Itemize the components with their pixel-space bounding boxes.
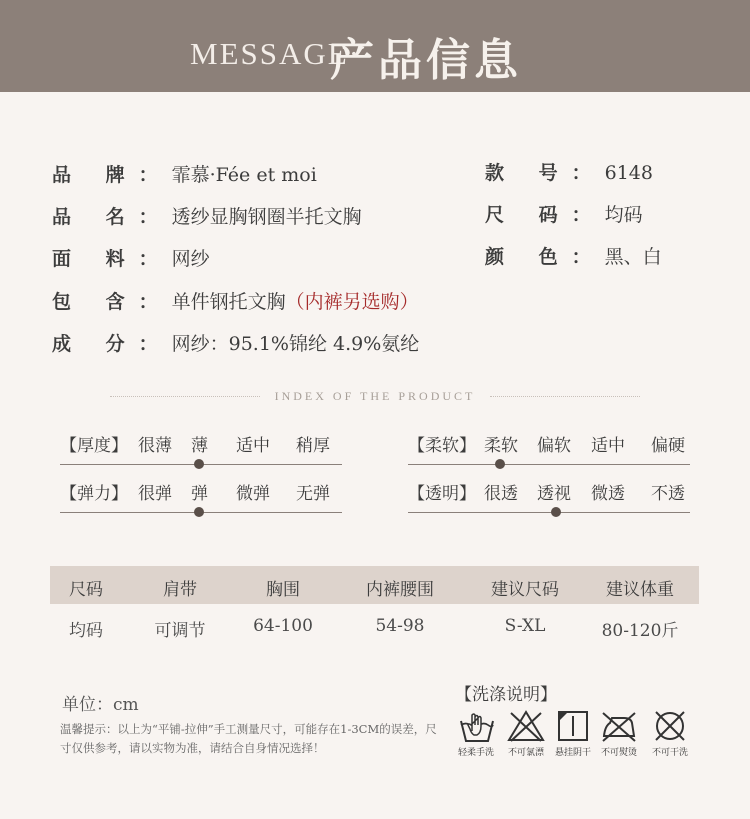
no-dry-clean-icon xyxy=(651,709,689,743)
info-note: （内裤另选购） xyxy=(285,291,419,313)
scale-option: 偏软 xyxy=(537,436,571,456)
info-label: 包 含： xyxy=(52,291,172,313)
info-label: 颜 色： xyxy=(485,246,605,268)
table-cell: 均码 xyxy=(69,621,103,641)
scale-option: 适中 xyxy=(591,436,625,456)
wash-label: 轻柔手洗 xyxy=(457,748,494,758)
info-value: 霏慕·Fée et moi xyxy=(171,164,317,186)
info-composition xyxy=(52,329,419,356)
scale-marker xyxy=(551,507,561,517)
info-brand xyxy=(52,160,317,187)
info-style-no xyxy=(485,158,653,185)
scale-option: 微透 xyxy=(591,484,625,504)
scale-option: 透视 xyxy=(537,484,571,504)
no-iron-icon xyxy=(600,709,638,743)
scale-option: 很透 xyxy=(484,484,518,504)
scale-marker xyxy=(495,459,505,469)
table-cell: 54-98 xyxy=(375,616,425,636)
info-value: 网纱 xyxy=(171,248,210,270)
info-size xyxy=(485,200,643,227)
scale-name: 【柔软】 xyxy=(408,436,476,456)
info-value: 透纱显胸钢圈半托文胸 xyxy=(171,206,362,228)
wash-label: 不可熨烫 xyxy=(600,748,637,758)
unit-label: 单位：cm xyxy=(62,695,139,715)
scale-option: 微弹 xyxy=(236,484,270,504)
table-cell: 80-120斤 xyxy=(601,621,679,641)
scale-option: 很薄 xyxy=(138,436,172,456)
info-label: 成 分： xyxy=(52,333,172,355)
info-includes xyxy=(52,287,419,314)
info-label: 面 料： xyxy=(52,248,172,270)
scale-track xyxy=(408,512,690,513)
scale-marker xyxy=(194,459,204,469)
header-title-cn: 产品信息 xyxy=(330,35,522,86)
info-value: 黑、白 xyxy=(604,246,662,268)
scale-option: 无弹 xyxy=(296,484,330,504)
wash-label: 悬挂阴干 xyxy=(554,748,591,758)
hand-wash-icon xyxy=(458,709,496,743)
info-fabric xyxy=(52,244,210,271)
scale-track xyxy=(408,464,690,465)
table-header-cell: 建议体重 xyxy=(606,580,674,600)
table-header-cell: 尺码 xyxy=(69,580,103,600)
wash-title: 【洗涤说明】 xyxy=(455,685,557,705)
info-label: 款 号： xyxy=(485,162,605,184)
info-value: 网纱：95.1%锦纶 4.9%氨纶 xyxy=(171,333,420,355)
divider-right xyxy=(490,396,640,397)
scale-option: 很弹 xyxy=(138,484,172,504)
table-header-cell: 建议尺码 xyxy=(491,580,559,600)
info-value: 单件钢托文胸 xyxy=(171,291,286,313)
header-title-en: MESSAGE· xyxy=(190,36,362,71)
table-header-cell: 内裤腰围 xyxy=(366,580,434,600)
scale-option: 适中 xyxy=(236,436,270,456)
no-bleach-icon xyxy=(507,709,545,743)
header-banner xyxy=(0,0,750,92)
table-cell: 可调节 xyxy=(154,621,206,641)
scale-option: 柔软 xyxy=(484,436,518,456)
table-cell: 64-100 xyxy=(253,616,313,636)
info-product-name xyxy=(52,202,362,229)
table-cell: S-XL xyxy=(504,616,546,636)
scale-option: 稍厚 xyxy=(296,436,330,456)
scale-option: 弹 xyxy=(191,484,208,504)
scale-option: 薄 xyxy=(191,436,208,456)
scale-marker xyxy=(194,507,204,517)
info-value: 6148 xyxy=(604,162,653,184)
wash-label: 不可氯漂 xyxy=(507,748,544,758)
hang-dry-icon xyxy=(554,709,592,743)
info-label: 尺 码： xyxy=(485,204,605,226)
info-color xyxy=(485,242,662,269)
info-value: 均码 xyxy=(604,204,643,226)
table-header-cell: 胸围 xyxy=(266,580,300,600)
info-label: 品 名： xyxy=(52,206,172,228)
wash-label: 不可干洗 xyxy=(651,748,688,758)
scale-name: 【弹力】 xyxy=(60,484,128,504)
index-title: INDEX OF THE PRODUCT xyxy=(274,389,476,403)
scale-option: 偏硬 xyxy=(651,436,685,456)
table-header-cell: 肩带 xyxy=(163,580,197,600)
info-label: 品 牌： xyxy=(52,164,172,186)
scale-option: 不透 xyxy=(651,484,685,504)
scale-name: 【厚度】 xyxy=(60,436,128,456)
scale-name: 【透明】 xyxy=(408,484,476,504)
measurement-tip: 温馨提示：以上为“平铺-拉伸”手工测量尺寸，可能存在1-3CM的误差，尺寸仅供参考，请以实物为准，请结合自身情况选择！ xyxy=(60,722,437,755)
